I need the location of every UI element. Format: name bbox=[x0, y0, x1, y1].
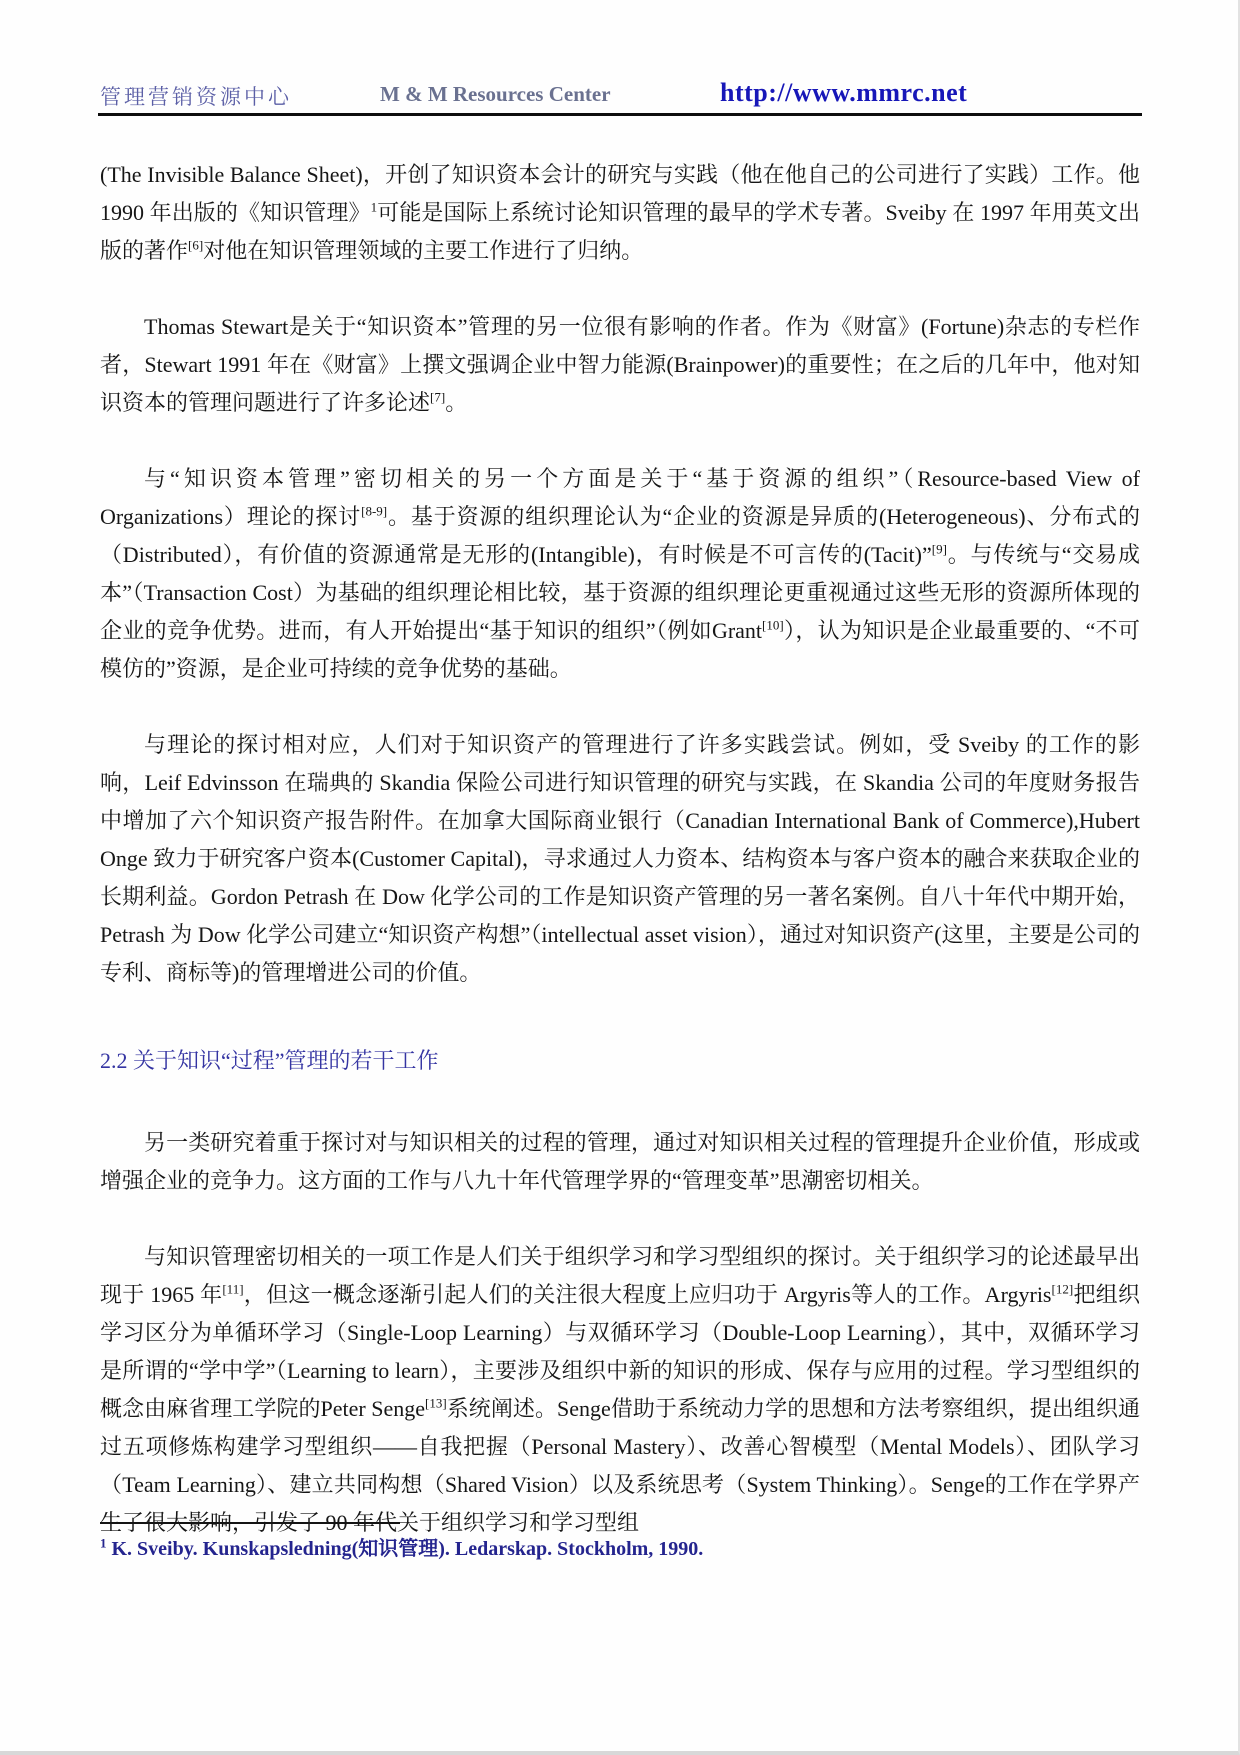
document-body bbox=[100, 156, 1140, 1580]
citation-ref-10: [10] bbox=[762, 617, 784, 633]
paragraph-text: 与理论的探讨相对应，人们对于知识资产的管理进行了许多实践尝试。例如，受 Sveiby 的工作的影响，Leif Edvinsson 在瑞典的 Skandia 保险公司进行知识管理的研究与实践，在 Skandia 公司的年度财务报告中增加了六个知识资产报告附件。在加拿大国际商业银行（Canadian International Bank of Commerce),Hubert Onge 致力于研究客户资本(Customer Capital)，寻求通过人力资本、结构资本与客户资本的融合来获取企业的长期利益。Gordon Petrash 在 Dow 化学公司的工作是知识资产管理的另一著名案例。自八十年代中期开始，Petrash 为 Dow 化学公司建立“知识资产构想”（intellectual asset vision），通过对知识资产(这里，主要是公司的专利、商标等)的管理增进公司的价值。 bbox=[100, 732, 1140, 985]
citation-ref-6: [6] bbox=[188, 237, 204, 253]
section-heading-2-2: 2.2 关于知识“过程”管理的若干工作 bbox=[100, 1048, 439, 1073]
footnote-text: K. Sveiby. Kunskapsledning(知识管理). Ledarskap. Stockholm, 1990. bbox=[106, 1538, 704, 1560]
paragraph-6 bbox=[100, 1238, 1140, 1542]
header-divider bbox=[98, 113, 1142, 116]
paragraph-text: 对他在知识管理领域的主要工作进行了归纳。 bbox=[203, 238, 644, 263]
citation-ref-9: [9] bbox=[931, 541, 947, 557]
paragraph-text: 另一类研究着重于探讨对与知识相关的过程的管理，通过对知识相关过程的管理提升企业价值，形成或增强企业的竞争力。这方面的工作与八九十年代管理学界的“管理变革”思潮密切相关。 bbox=[100, 1130, 1140, 1193]
citation-ref-7: [7] bbox=[430, 389, 446, 405]
paragraph-3 bbox=[100, 460, 1140, 688]
header-site-name-en: M & M Resources Center bbox=[380, 82, 611, 106]
paragraph-4 bbox=[100, 726, 1140, 992]
footnote-1 bbox=[100, 1534, 1140, 1564]
header-site-name-cn: 管理营销资源中心 bbox=[100, 86, 292, 109]
paragraph-text: 把组织学习区分为单循环学习（Single-Loop Learning）与双循环学习（Double-Loop Learning），其中，双循环学习是所谓的“学中学”（Learning to learn），主要涉及组织中新的知识的形成、保存与应用的过程。学习型组织的概念由麻省理工学院的Peter Senge bbox=[100, 1282, 1140, 1421]
citation-ref-12: [12] bbox=[1051, 1281, 1074, 1297]
footnote-ref-1: 1 bbox=[370, 199, 378, 215]
header-url-link[interactable]: http://www.mmrc.net bbox=[720, 78, 968, 107]
paragraph-text: 可能是国际上系统讨论知识管理的最早的学术专著。Sveiby 在 1997 年用英文出版的著作 bbox=[100, 200, 1140, 263]
paragraph-text: 。 bbox=[445, 390, 468, 415]
paragraph-text: 与知识管理密切相关的一项工作是人们关于组织学习和学习型组织的探讨。关于组织学习的论述最早出现于 1965 年 bbox=[100, 1244, 1140, 1307]
page-header bbox=[100, 78, 1140, 112]
citation-ref-13: [13] bbox=[425, 1395, 447, 1411]
citation-ref-8-9: [8-9] bbox=[361, 503, 388, 519]
paragraph-text: 。与传统与“交易成本”（Transaction Cost）为基础的组织理论相比较，基于资源的组织理论更重视通过这些无形的资源所体现的企业的竞争优势。进而，有人开始提出“基于知识的组织”（例如Grant bbox=[100, 542, 1140, 643]
paragraph-text: ），认为知识是企业最重要的、“不可模仿的”资源，是企业可持续的竞争优势的基础。 bbox=[100, 618, 1140, 681]
footnote-area bbox=[100, 1522, 1140, 1564]
paragraph-text: 。基于资源的组织理论认为“企业的资源是异质的(Heterogeneous)、分布式的（Distributed），有价值的资源通常是无形的(Intangible)，有时候是不可言传的(Tacit)” bbox=[100, 504, 1140, 567]
paragraph-text: 与“知识资本管理”密切相关的另一个方面是关于“基于资源的组织”（Resource-based View of Organizations）理论的探讨 bbox=[100, 466, 1140, 529]
paragraph-text: ，但这一概念逐渐引起人们的关注很大程度上应归功于 Argyris等人的工作。Argyris bbox=[243, 1282, 1052, 1307]
paragraph-1 bbox=[100, 156, 1140, 270]
paragraph-text: (The Invisible Balance Sheet)，开创了知识资本会计的研究与实践（他在他自己的公司进行了实践）工作。他 1990 年出版的《知识管理》 bbox=[100, 162, 1140, 225]
citation-ref-11: [11] bbox=[222, 1281, 244, 1297]
footnote-marker: 1 bbox=[100, 1535, 107, 1551]
paragraph-text: 系统阐述。Senge借助于系统动力学的思想和方法考察组织，提出组织通过五项修炼构建学习型组织——自我把握（Personal Mastery）、改善心智模型（Mental Models）、团队学习（Team Learning）、建立共同构想（Shared Vision）以及系统思考（System Thinking）。Senge的工作在学界产生了很大影响，引发了 90 年代关于组织学习和学习型组 bbox=[100, 1396, 1140, 1535]
paragraph-text: Thomas Stewart是关于“知识资本”管理的另一位很有影响的作者。作为《财富》(Fortune)杂志的专栏作者，Stewart 1991 年在《财富》上撰文强调企业中智力能源(Brainpower)的重要性；在之后的几年中，他对知识资本的管理问题进行了许多论述 bbox=[100, 314, 1140, 415]
footnote-divider bbox=[100, 1522, 400, 1524]
paragraph-2 bbox=[100, 308, 1140, 422]
paragraph-5 bbox=[100, 1124, 1140, 1200]
